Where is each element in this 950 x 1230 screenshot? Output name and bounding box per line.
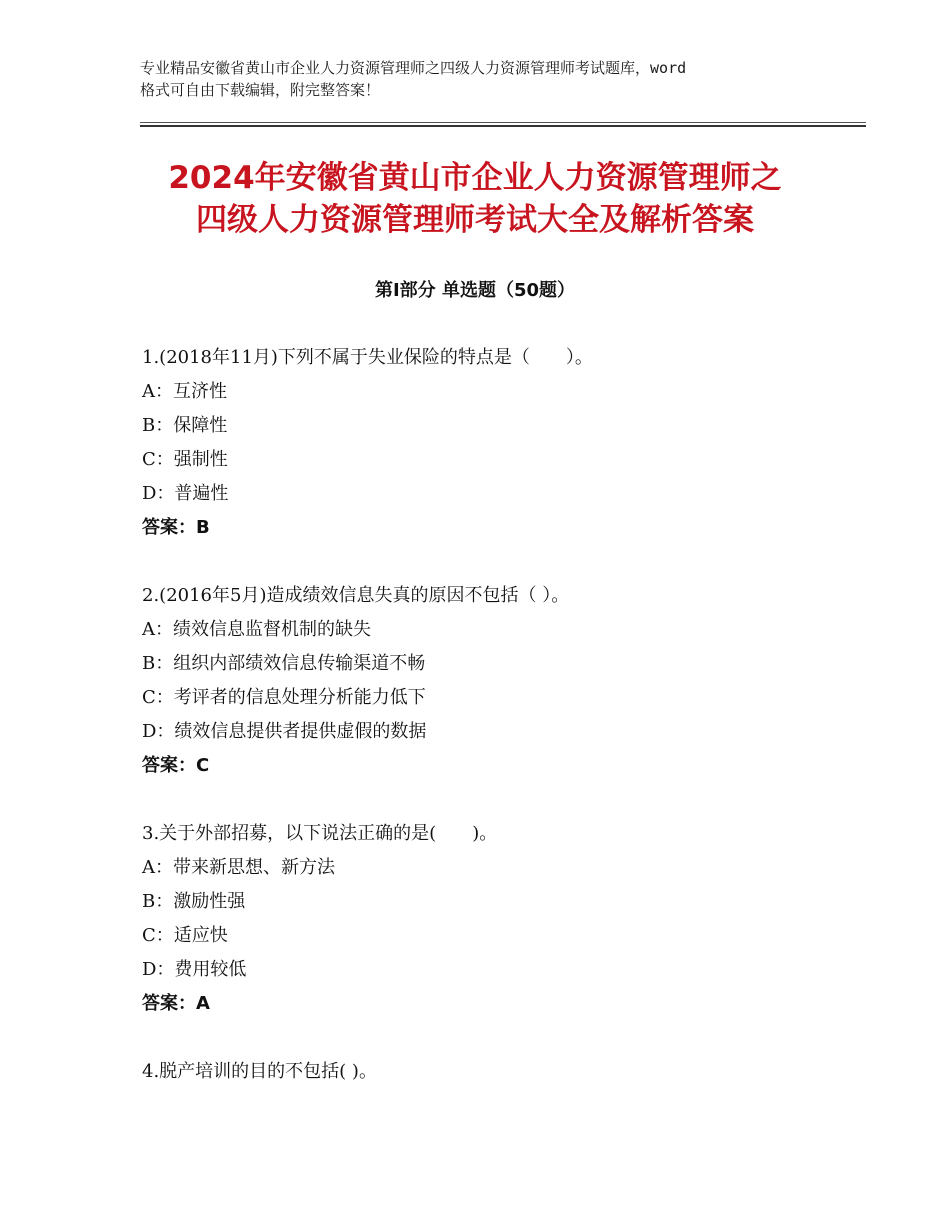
document-title-line-1: 2024年安徽省黄山市企业人力资源管理师之 [168,160,782,196]
answer-label: 答案：C [142,755,210,776]
option-d: D：普遍性 [142,483,229,504]
question-list [142,344,862,1126]
question-2 [142,582,862,786]
option-b: B：激励性强 [142,891,246,912]
header-divider-thick [140,125,866,127]
header-note [140,57,820,101]
question-stem: 4.脱产培训的目的不包括( )。 [142,1061,377,1082]
question-stem: 1.(2018年11月)下列不属于失业保险的特点是（ ）。 [142,347,593,368]
question-stem: 3.关于外部招募，以下说法正确的是( )。 [142,823,498,844]
option-a: A：互济性 [142,381,227,402]
option-d: D：绩效信息提供者提供虚假的数据 [142,721,427,742]
option-b: B：保障性 [142,415,228,436]
option-a: A：带来新思想、新方法 [142,857,335,878]
document-title-line-2: 四级人力资源管理师考试大全及解析答案 [196,202,754,238]
option-c: C：强制性 [142,449,228,470]
option-b: B：组织内部绩效信息传输渠道不畅 [142,653,426,674]
question-stem: 2.(2016年5月)造成绩效信息失真的原因不包括（ ）。 [142,585,570,606]
question-4 [142,1058,862,1092]
answer-label: 答案：B [142,517,210,538]
option-c: C：考评者的信息处理分析能力低下 [142,687,426,708]
option-a: A：绩效信息监督机制的缺失 [142,619,371,640]
header-divider-thin [140,122,866,123]
option-c: C：适应快 [142,925,228,946]
question-3 [142,820,862,1024]
section-title: 第Ⅰ部分 单选题（50题） [374,280,575,301]
header-note-line-2: 格式可自由下载编辑，附完整答案！ [140,81,381,99]
question-1 [142,344,862,548]
document-title [60,157,890,241]
answer-label: 答案：A [142,993,210,1014]
header-note-line-1: 专业精品安徽省黄山市企业人力资源管理师之四级人力资源管理师考试题库，word [140,59,687,77]
option-d: D：费用较低 [142,959,247,980]
